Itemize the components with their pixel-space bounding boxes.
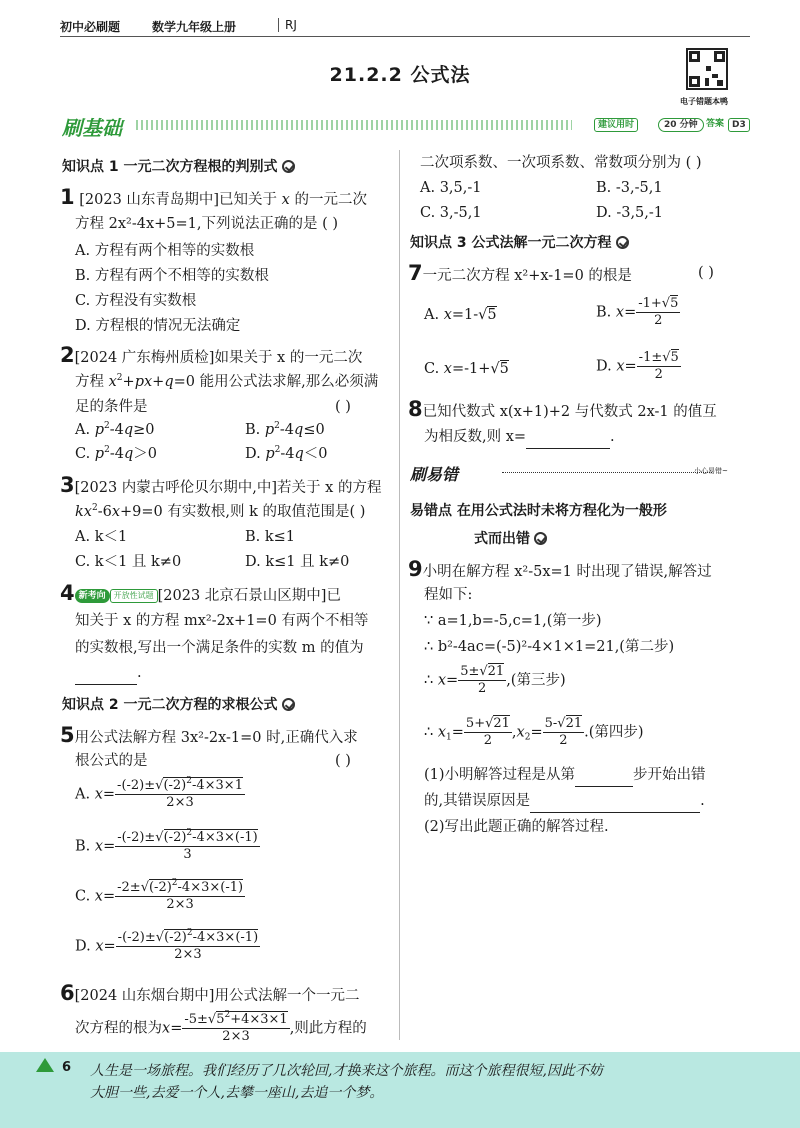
q1-line1: [2023 山东青岛期中]已知关于: [79, 192, 278, 208]
q6-option-a[interactable]: A. 3,5,-1: [420, 180, 482, 196]
q8-line2[interactable]: 为相反数,则 x= .: [424, 428, 615, 449]
q7-option-a[interactable]: A. x=1-√5: [424, 307, 497, 323]
q2-option-a[interactable]: A. $p^2-4q\ge 0$: [75, 421, 155, 438]
error-point-heading-cont: 式而出错: [474, 530, 547, 548]
q7-option-b[interactable]: B. x= $\frac{-1+√5}{2}$: [596, 296, 679, 328]
q5-option-b[interactable]: B. x= $\frac{-(-2)\pm√(-2)^2-4\times 3\times(-1)}{3}$: [75, 828, 258, 862]
check-icon: [282, 698, 295, 711]
question-3: 3[2023 内蒙古呼伦贝尔期中,中]若关于 x 的方程: [60, 473, 382, 497]
open-question-tag: 开放性试题: [110, 589, 158, 603]
q6-option-b[interactable]: B. -3,-5,1: [596, 180, 663, 196]
q7-option-d[interactable]: D. x= $\frac{-1\pm√5}{2}$: [596, 350, 679, 382]
question-4: 4 新考向 开放性试题 [2023 北京石景山区期中]已: [60, 581, 341, 605]
q9-part1-cont[interactable]: 的,其错误原因是 .: [424, 792, 705, 813]
q4-line1: [2023 北京石景山区期中]已: [157, 588, 341, 604]
q3-option-b[interactable]: B. k≤1: [245, 529, 296, 545]
time-value: 20 分钟: [658, 118, 704, 132]
dotted-rule: [502, 472, 712, 473]
q1-line2: 方程 2x²-4x+5=1,下列说法正确的是 ( ): [75, 216, 339, 232]
q2-option-c[interactable]: C. $p^2-4q>0$: [75, 445, 157, 462]
check-icon: [534, 532, 547, 545]
q2-option-d[interactable]: D. $p^2-4q<0$: [245, 445, 328, 462]
q3-option-a[interactable]: A. k＜1: [75, 529, 128, 545]
question-9: 9小明在解方程 x²-5x=1 时出现了错误,解答过: [408, 557, 712, 581]
question-1: 1 [2023 山东青岛期中]已知关于 x 的一元二次: [60, 185, 367, 209]
q1-option-a[interactable]: A. 方程有两个相等的实数根: [75, 243, 255, 259]
q9-line2: 程如下:: [424, 587, 473, 603]
section-heading: 知识点 1 一元二次方程根的判别式: [62, 158, 295, 176]
q5-option-a[interactable]: A. x= $\frac{-(-2)\pm√(-2)^2-4\times 3\times 1}{2\times 3}$: [75, 776, 243, 810]
question-number: 1: [60, 185, 75, 209]
time-label: 建议用时: [594, 118, 638, 132]
footer-quote-line1: 人生是一场旅程。我们经历了几次轮回,才换来这个旅程。而这个旅程很短,因此不妨: [90, 1063, 603, 1079]
q9-line1: 小明在解方程 x²-5x=1 时出现了错误,解答过: [422, 564, 712, 580]
question-5: 5用公式法解方程 3x²-2x-1=0 时,正确代入求: [60, 723, 358, 747]
q3-line2: $kx^2-6x+9=0$ 有实数根,则 k 的取值范围是( ): [75, 503, 366, 520]
q3-option-c[interactable]: C. k＜1 且 k≠0: [75, 554, 182, 570]
q4-line2: 知关于 x 的方程 mx²-2x+1=0 有两个不相等: [75, 613, 369, 629]
check-icon: [616, 236, 629, 249]
q2-line1: [2024 广东梅州质检]如果关于 x 的一元二次: [74, 350, 363, 366]
column-divider: [399, 150, 400, 1040]
header-rule: [60, 36, 750, 37]
qr-code-icon[interactable]: [686, 48, 728, 90]
q2-option-b[interactable]: B. $p^2-4q\le 0$: [245, 421, 325, 438]
q9-step2: ∴ b²-4ac=(-5)²-4×1×1=21,(第二步): [424, 639, 675, 655]
q1-option-d[interactable]: D. 方程根的情况无法确定: [75, 318, 241, 334]
section-heading: 知识点 3 公式法解一元二次方程: [410, 234, 629, 252]
page-number: 6: [62, 1060, 72, 1075]
page-title: 21.2.2 公式法: [329, 64, 471, 86]
section-logo: 刷基础: [62, 116, 122, 140]
banner-stripes: [136, 120, 572, 130]
q6-line1: [2024 山东烟台期中]用公式法解一个一元二: [74, 988, 360, 1004]
q2-line3: 足的条件是 ( ): [75, 399, 351, 415]
error-section-logo: 刷易错: [410, 465, 459, 484]
q8-line1: 已知代数式 x(x+1)+2 与代数式 2x-1 的值互: [422, 404, 717, 420]
q4-line3: 的实数根,写出一个满足条件的实数 m 的值为: [75, 640, 364, 656]
footer-mark-icon: [36, 1058, 54, 1072]
question-8: 8已知代数式 x(x+1)+2 与代数式 2x-1 的值互: [408, 397, 717, 421]
qr-caption: 电子错题本鸭: [680, 97, 728, 106]
q1-option-b[interactable]: B. 方程有两个不相等的实数根: [75, 268, 269, 284]
q5-line1: 用公式法解方程 3x²-2x-1=0 时,正确代入求: [74, 730, 358, 746]
question-7: 7一元二次方程 x²+x-1=0 的根是 ( ): [408, 261, 714, 285]
q5-line2: 根公式的是 ( ): [75, 753, 351, 769]
check-icon: [282, 160, 295, 173]
q9-step3: ∴ x= $\frac{5\pm√21}{2}$ ,(第三步): [424, 664, 566, 696]
subject-name: 数学九年级上册: [152, 20, 237, 34]
error-section-banner: [410, 462, 740, 484]
error-point-heading: 易错点 在用公式法时未将方程化为一般形: [410, 503, 667, 519]
q6-option-c[interactable]: C. 3,-5,1: [420, 205, 482, 221]
q2-line2: 方程 $x^2+px+q=0$ 能用公式法求解,那么必须满: [75, 373, 379, 390]
running-header: [60, 14, 750, 36]
new-trend-tag: 新考向: [75, 589, 110, 603]
section-banner: [62, 112, 746, 140]
error-caption: 小心易错~: [694, 467, 728, 475]
answer-label: 答案: [706, 119, 725, 129]
q6-line2: 次方程的根为x= $\frac{-5\pm√5^2+4\times 3\times 1}{2\times 3}$ ,则此方程的: [75, 1010, 367, 1044]
q5-option-c[interactable]: C. x= $\frac{-2\pm√(-2)^2-4\times 3\times(-1)}{2\times 3}$: [75, 878, 244, 912]
section-heading: 知识点 2 一元二次方程的求根公式: [62, 696, 295, 714]
q9-part2: (2)写出此题正确的解答过程.: [424, 819, 609, 835]
edition-label: RJ: [278, 18, 297, 32]
q6-line3: 二次项系数、一次项系数、常数项分别为 ( ): [420, 155, 702, 171]
q3-option-d[interactable]: D. k≤1 且 k≠0: [245, 554, 350, 570]
q9-step1: ∵ a=1,b=-5,c=1,(第一步): [424, 613, 602, 629]
question-2: 2[2024 广东梅州质检]如果关于 x 的一元二次: [60, 343, 363, 367]
q9-step4: ∴ $x_1=$ $\frac{5+√21}{2}$ $,x_2=$ $\frac{5-√21}{2}$ .(第四步): [424, 716, 644, 748]
question-6: 6[2024 山东烟台期中]用公式法解一个一元二: [60, 981, 360, 1005]
page-footer: [0, 1052, 800, 1128]
q7-option-c[interactable]: C. x=-1+√5: [424, 361, 509, 377]
book-name: 初中必刷题: [60, 20, 121, 34]
q6-option-d[interactable]: D. -3,5,-1: [596, 205, 664, 221]
q3-line1: [2023 内蒙古呼伦贝尔期中,中]若关于 x 的方程: [74, 480, 382, 496]
answer-page: D3: [728, 118, 750, 132]
q7-line1: 一元二次方程 x²+x-1=0 的根是: [422, 268, 632, 284]
q4-answer-blank[interactable]: .: [75, 664, 142, 685]
q9-part1[interactable]: (1)小明解答过程是从第 步开始出错: [424, 766, 706, 787]
q1-option-c[interactable]: C. 方程没有实数根: [75, 293, 197, 309]
footer-quote-line2: 大胆一些,去爱一个人,去攀一座山,去追一个梦。: [90, 1085, 384, 1101]
q5-option-d[interactable]: D. x= $\frac{-(-2)\pm√(-2)^2-4\times 3\times(-1)}{2\times 3}$: [75, 928, 259, 962]
